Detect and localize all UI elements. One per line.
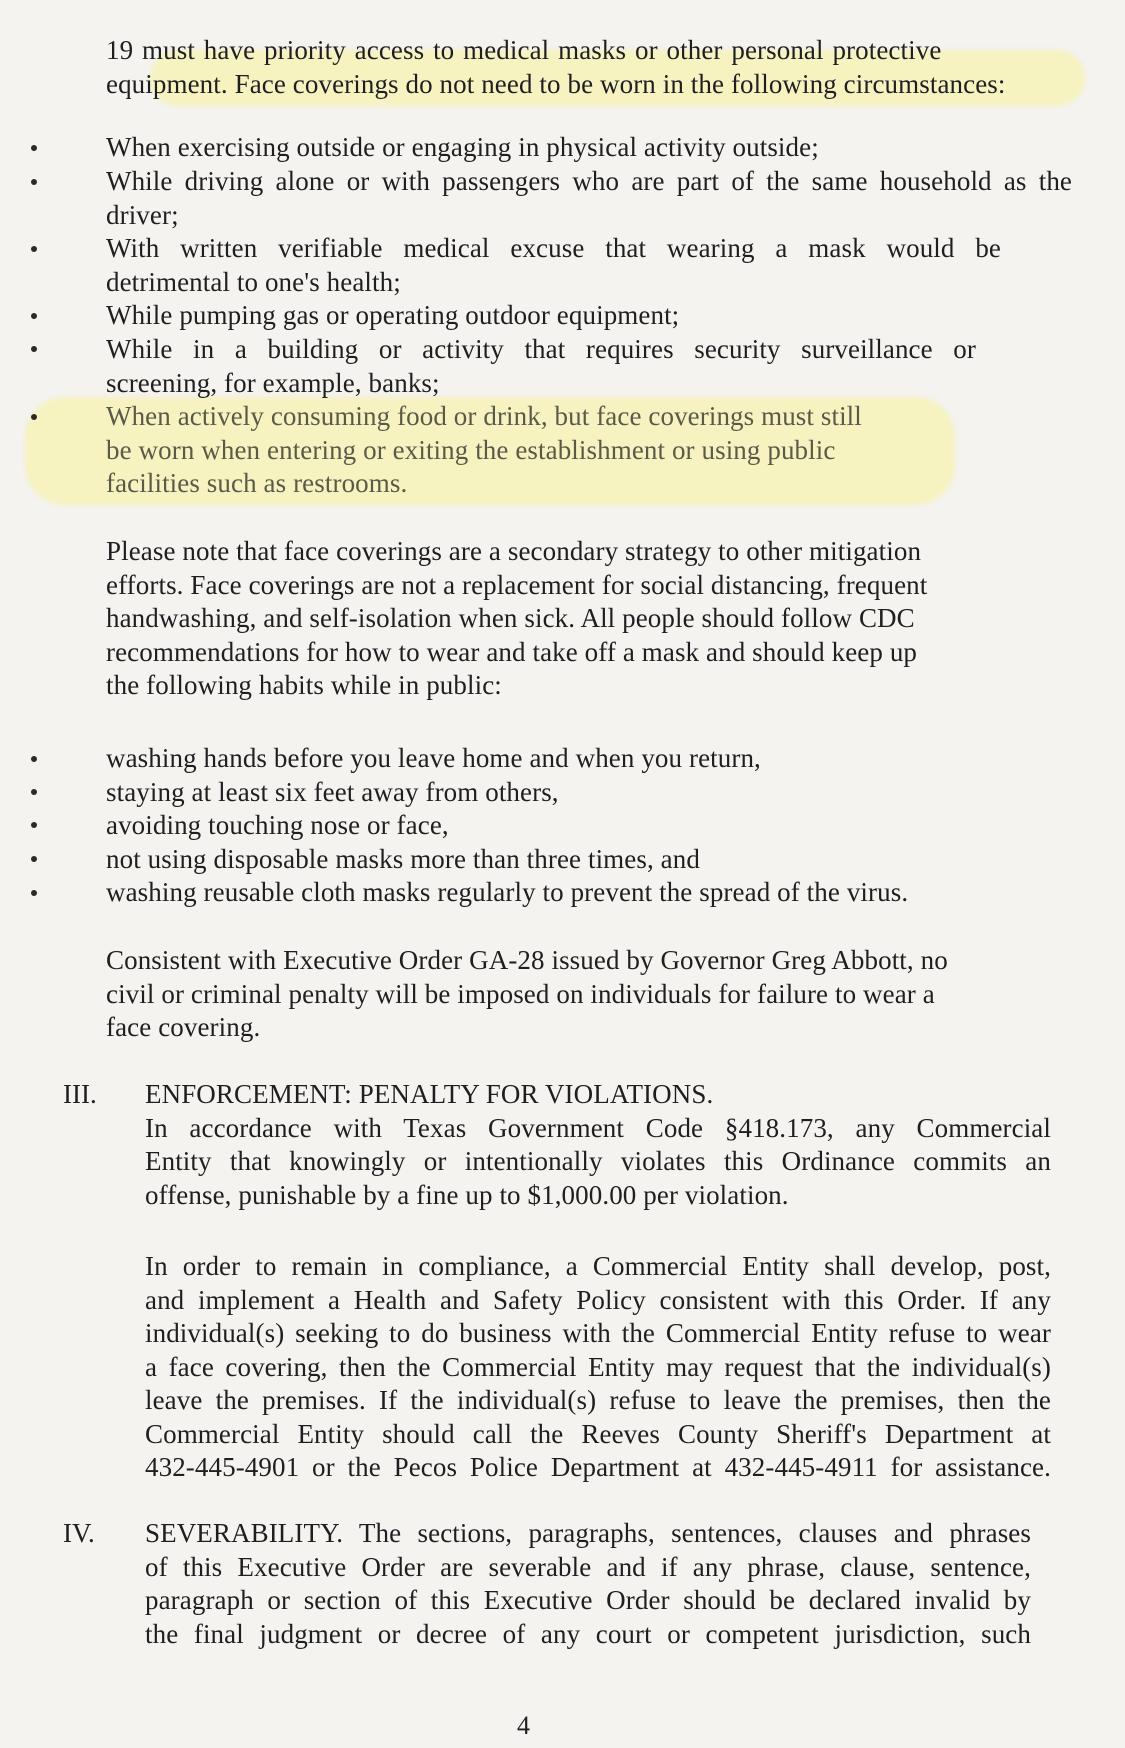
text-line: Please note that face coverings are a secondary strategy to other mitigation [106, 536, 922, 566]
text-line: In order to remain in compliance, a Commercial Entity shall develop, post, [145, 1251, 1051, 1281]
section-iv [145, 1517, 1031, 1651]
text-line: of this Executive Order are severable and if any phrase, clause, sentence, [145, 1551, 1031, 1582]
bullet [31, 313, 37, 319]
text-line: the final judgment or decree of any court or competent jurisdiction, such [145, 1618, 1031, 1649]
text-line: Entity that knowingly or intentionally violates this Ordinance commits an [145, 1146, 1051, 1176]
bullet [31, 145, 37, 151]
text-line: While in a building or activity that requires security surveillance or [106, 334, 976, 364]
text-line: equipment. Face coverings do not need to be worn in the following circumstances: [106, 68, 1006, 99]
text-line: 19 must have priority access to medical masks or other personal protective [106, 35, 942, 65]
intro-paragraph [106, 34, 1006, 101]
bullet [31, 756, 37, 762]
text-line: leave the premises. If the individual(s) refuse to leave the premises, then the [145, 1385, 1051, 1415]
text-line: 432-445-4901 or the Pecos Police Department at 432-445-4911 for assistance. [145, 1452, 1051, 1482]
text-line: SEVERABILITY. The sections, paragraphs, sentences, clauses and phrases [145, 1518, 1031, 1548]
list-item: staying at least six feet away from others, [106, 776, 559, 807]
text-line: detrimental to one's health; [106, 266, 401, 297]
penalty-note-paragraph [106, 944, 948, 1045]
bullet [31, 346, 37, 352]
text-line: efforts. Face coverings are not a replacement for social distancing, frequent [106, 569, 928, 600]
text-line: the following habits while in public: [106, 670, 502, 700]
bullet [31, 890, 37, 896]
text-line: With written verifiable medical excuse that wearing a mask would be [106, 233, 1001, 263]
text-line: be worn when entering or exiting the establishment or using public [106, 434, 836, 465]
section-iii-policy-paragraph [145, 1250, 1051, 1485]
list-item [106, 232, 1001, 299]
section-numeral-iii: III. [63, 1079, 97, 1109]
bullet [31, 414, 37, 420]
section-heading: ENFORCEMENT: PENALTY FOR VIOLATIONS. [145, 1079, 714, 1109]
list-item: avoiding touching nose or face, [106, 810, 449, 840]
text-line: face covering. [106, 1012, 261, 1042]
text-line: a face covering, then the Commercial Entity may request that the individual(s) [145, 1351, 1051, 1382]
text-line: driver; [106, 199, 179, 230]
bullet [31, 179, 37, 185]
text-line: screening, for example, banks; [106, 367, 440, 398]
bullet [31, 856, 37, 862]
list-item [106, 333, 976, 400]
list-item [106, 299, 679, 333]
habits-items [106, 742, 908, 910]
text-line: When actively consuming food or drink, but face coverings must still [106, 401, 862, 431]
text-line: Consistent with Executive Order GA-28 issued by Governor Greg Abbott, no [106, 945, 948, 975]
list-item-highlighted [106, 400, 862, 501]
list-item [106, 165, 1072, 232]
list-item: washing reusable cloth masks regularly to prevent the spread of the virus. [106, 877, 909, 907]
section-iii [145, 1078, 1051, 1212]
text-line: handwashing, and self-isolation when sick. All people should follow CDC [106, 603, 915, 633]
text-line: recommendations for how to wear and take off a mask and should keep up [106, 636, 918, 667]
page-number: 4 [517, 1711, 530, 1740]
list-item: washing hands before you leave home and when you return, [106, 743, 761, 773]
text-line: While pumping gas or operating outdoor equipment; [106, 300, 680, 330]
text-line: offense, punishable by a fine up to $1,000.00 per violation. [145, 1179, 789, 1210]
text-line: In accordance with Texas Government Code §418.173, any Commercial [145, 1112, 1051, 1143]
text-line: paragraph or section of this Executive Order should be declared invalid by [145, 1585, 1031, 1615]
text-line: When exercising outside or engaging in physical activity outside; [106, 132, 819, 162]
text-line: While driving alone or with passengers who are part of the same household as the [106, 166, 1072, 196]
bullet [31, 246, 37, 252]
note-paragraph [106, 535, 927, 703]
text-line: Commercial Entity should call the Reeves County Sheriff's Department at [145, 1418, 1051, 1449]
text-line: civil or criminal penalty will be imposed on individuals for failure to wear a [106, 978, 935, 1009]
bullet [31, 789, 37, 795]
text-line: facilities such as restrooms. [106, 468, 408, 498]
list-item [106, 131, 819, 165]
text-line: individual(s) seeking to do business with the Commercial Entity refuse to wear [145, 1318, 1051, 1348]
section-numeral-iv: IV. [63, 1518, 95, 1548]
list-item: not using disposable masks more than three times, and [106, 843, 700, 874]
text-line: and implement a Health and Safety Policy consistent with this Order. If any [145, 1284, 1051, 1315]
bullet [31, 822, 37, 828]
